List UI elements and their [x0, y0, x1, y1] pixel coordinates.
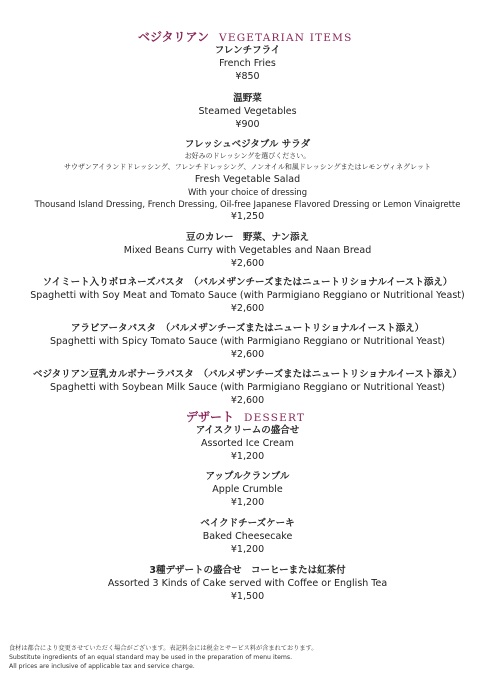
dessert-heading-en: DESSERT [244, 412, 306, 424]
menu-item-beans-curry [0, 231, 495, 270]
item-price: ¥1,500 [230, 591, 265, 602]
vegetarian-heading-ja: ベジタリアン [138, 30, 210, 44]
item-name-ja: 温野菜 [233, 93, 262, 104]
vegetarian-heading [138, 26, 352, 45]
menu-item-soy-bolognese [0, 276, 495, 315]
item-price: ¥850 [235, 71, 260, 82]
item-name-ja: アラビアータパスタ （パルメザンチーズまたはニュートリショナルイースト添え） [70, 323, 425, 334]
dessert-heading [186, 406, 305, 425]
item-name-en: Assorted 3 Kinds of Cake served with Coffee or English Tea [107, 578, 388, 589]
item-name-ja: ソイミート入りボロネーズパスタ （パルメザンチーズまたはニュートリショナルイースト添え） [42, 277, 453, 288]
item-price: ¥1,200 [230, 451, 265, 462]
item-options-ja: サウザンアイランドドレッシング、フレンチドレッシング、ノンオイル和風ドレッシングまたはレモンヴィネグレット [64, 163, 431, 171]
item-price: ¥2,600 [230, 395, 265, 406]
item-name-en: Assorted Ice Cream [201, 438, 294, 449]
item-name-en: Mixed Beans Curry with Vegetables and Naan Bread [123, 245, 372, 256]
item-name-ja: ベジタリアン豆乳カルボナーラパスタ （パルメザンチーズまたはニュートリショナルイースト添え） [33, 369, 462, 380]
item-price: ¥2,600 [230, 303, 265, 314]
item-name-en: French Fries [219, 58, 276, 69]
item-name-en: Spaghetti with Soy Meat and Tomato Sauce (with Parmigiano Reggiano or Nutritional Yeast) [30, 290, 465, 301]
item-name-en: Spaghetti with Soybean Milk Sauce (with Parmigiano Reggiano or Nutritional Yeast) [50, 382, 445, 393]
item-price: ¥2,600 [230, 349, 265, 360]
menu-item-apple-crumble [0, 470, 495, 509]
item-price: ¥1,200 [230, 544, 265, 555]
menu-item-steamed-vegetables [0, 92, 495, 131]
footer-notes [9, 644, 317, 671]
item-note-ja: お好みのドレッシングを選びください。 [184, 152, 311, 160]
item-options-en: Thousand Island Dressing, French Dressing, Oil-free Japanese Flavored Dressing or Lemon Vinaigrette [34, 199, 461, 209]
menu-item-baked-cheesecake [0, 517, 495, 556]
item-name-ja: フレンチフライ [214, 45, 281, 56]
menu-item-arrabbiata [0, 322, 495, 361]
item-name-en: Apple Crumble [212, 484, 283, 495]
menu-item-assorted-cakes [0, 564, 495, 603]
footer-note-substitute: Substitute ingredients of an equal standard may be used in the preparation of menu items. [9, 654, 293, 661]
item-price: ¥2,600 [230, 258, 265, 269]
item-name-ja: 豆のカレー 野菜、ナン添え [185, 232, 310, 243]
menu-item-fresh-vegetable-salad [0, 138, 495, 223]
vegetarian-heading-en: VEGETARIAN ITEMS [219, 32, 353, 44]
menu-item-ice-cream [0, 424, 495, 463]
item-name-en: Fresh Vegetable Salad [194, 174, 301, 185]
footer-note-ja: 食材は都合により変更させていただく場合がございます。表記料金には税金とサービス料が含まれております。 [9, 645, 318, 652]
item-name-en: Spaghetti with Spicy Tomato Sauce (with Parmigiano Reggiano or Nutritional Yeast) [50, 336, 445, 347]
item-name-ja: フレッシュベジタブル サラダ [184, 139, 311, 150]
item-name-ja: アップルクランブル [205, 471, 290, 482]
item-name-en: Steamed Vegetables [198, 106, 297, 117]
item-price: ¥900 [235, 119, 260, 130]
item-price: ¥1,250 [230, 211, 265, 222]
item-name-ja: アイスクリームの盛合せ [195, 425, 300, 436]
item-note-en: With your choice of dressing [187, 187, 308, 197]
dessert-heading-ja: デザート [186, 410, 235, 424]
item-name-en: Baked Cheesecake [202, 531, 293, 542]
item-name-ja: ベイクドチーズケーキ [200, 518, 295, 529]
menu-item-soy-milk-carbonara [0, 368, 495, 407]
item-price: ¥1,200 [230, 497, 265, 508]
menu-item-french-fries [0, 44, 495, 83]
footer-note-prices: All prices are inclusive of applicable tax and service charge. [9, 663, 195, 670]
item-name-ja: 3種デザートの盛合せ コーヒーまたは紅茶付 [149, 565, 346, 576]
